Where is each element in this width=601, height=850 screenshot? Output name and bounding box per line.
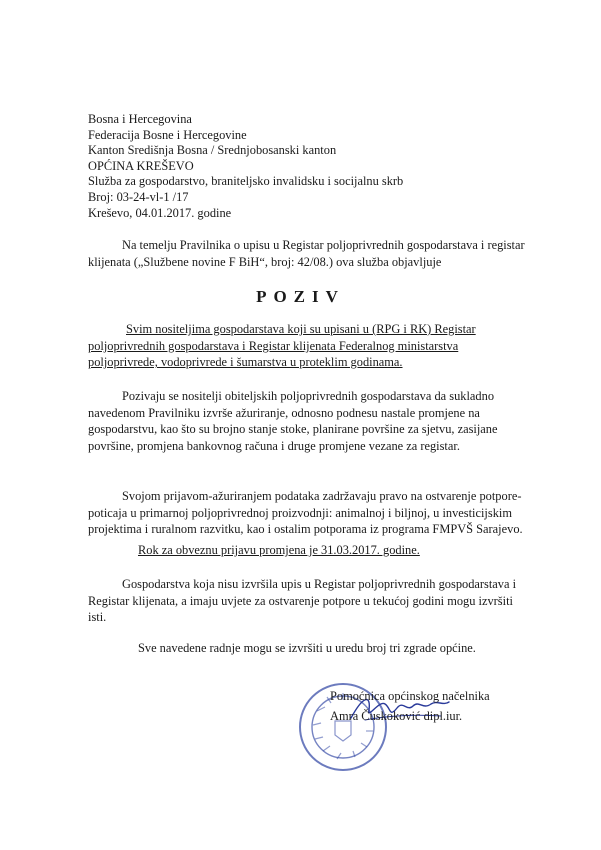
letterhead-canton: Kanton Središnja Bosna / Srednjobosanski kanton [88, 143, 337, 158]
letterhead-municipality: OPĆINA KREŠEVO [88, 158, 194, 173]
intro-text: Na temelju Pravilnika o upisu u Registar poljoprivrednih gospodarstava i registar klijenata („Službene novine F BiH“, broj: 42/08.) ova služba objavljuje [88, 238, 525, 269]
recipients-paragraph [88, 321, 528, 371]
body-paragraph-2 [88, 488, 528, 538]
body-paragraph-1-text: Pozivaju se nositelji obiteljskih poljoprivrednih gospodarstava da sukladno navedenom Pravilniku izvrše ažuriranje, odnosno podnesu nastale promjene na gospodarstvu, kao što su brojno stanje stoke, planirane površine za sjetvu, zasijane površine, promjena bankovnog računa i druge promjene vezane za registar. [88, 389, 498, 453]
document-date: Kreševo, 04.01.2017. godine [88, 205, 232, 220]
deadline-notice: Rok za obveznu prijavu promjena je 31.03.2017. godine. [138, 543, 420, 557]
letterhead-country: Bosna i Hercegovina [88, 112, 192, 126]
document-title: POZIV [256, 287, 345, 306]
body-paragraph-2-text: Svojom prijavom-ažuriranjem podataka zadržavaju pravo na ostvarenje potpore-poticaja u primarnoj poljoprivrednoj proizvodnji: animalnoj i biljnoj, u investicijskim projektima i ruralnom razvitku, kao i ostalim potporama iz programa FMPVŠ Sarajevo. [88, 489, 523, 537]
intro-paragraph [88, 237, 528, 270]
body-paragraph-1 [88, 388, 528, 454]
signatory-name: Amra Čuskoković dipl.iur. [330, 709, 463, 723]
body-paragraph-3 [88, 576, 528, 626]
letterhead-department: Služba za gospodarstvo, braniteljsko invalidsku i socijalnu skrb [88, 174, 404, 189]
letterhead [88, 112, 403, 221]
body-paragraph-3-text: Gospodarstva koja nisu izvršila upis u Registar poljoprivrednih gospodarstava i Registar klijenata, a imaju uvjete za ostvarenje potpore u tekućoj godini mogu izvršiti isti. [88, 577, 517, 625]
recipients-text: Svim nositeljima gospodarstava koji su upisani u (RPG i RK) Registar poljoprivrednih gospodarstava i Registar klijenata Federalnog ministarstva poljoprivrede, vodoprivrede i šumarstva u proteklim godinama. [88, 322, 476, 370]
document-number: Broj: 03-24-vl-1 /17 [88, 189, 189, 204]
signatory-role: Pomoćnica općinskog načelnika [330, 689, 490, 703]
body-paragraph-4: Sve navedene radnje mogu se izvršiti u uredu broj tri zgrade općine. [138, 641, 476, 655]
signature-block [330, 686, 490, 726]
letterhead-federation: Federacija Bosne i Hercegovine [88, 127, 247, 142]
